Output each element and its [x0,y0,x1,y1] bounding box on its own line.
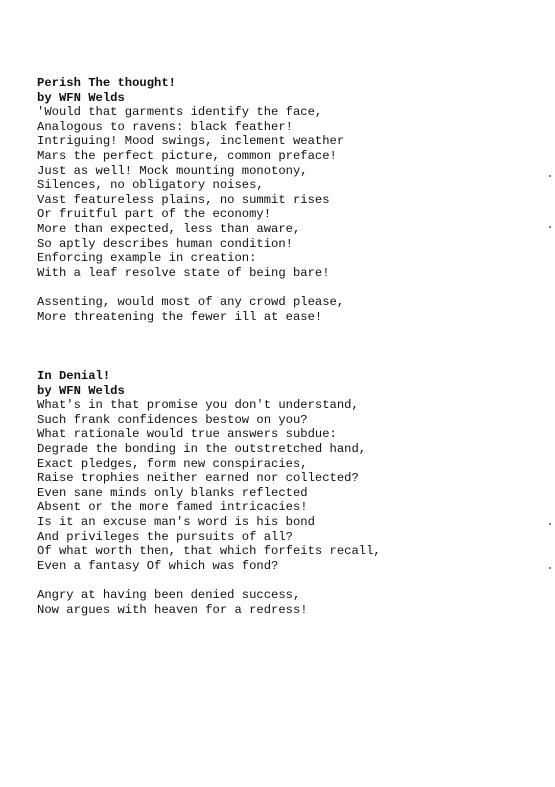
poem-line: Or fruitful part of the economy! [37,207,272,222]
stanza-gap [37,573,537,588]
poem-line: Even sane minds only blanks reflected [37,485,308,500]
scan-speck [549,175,551,177]
poem-line: What rationale would true answers subdue: [37,427,337,442]
poem-line: Now argues with heaven for a redress! [37,602,308,617]
poem-line: And privileges the pursuits of all? [37,529,293,544]
poem-byline: by WFN Welds [37,90,125,105]
poem-line: Mars the perfect picture, common preface! [37,148,337,163]
poem-line: Analogous to ravens: black feather! [37,119,293,134]
scan-speck [549,523,551,525]
poem-line: So aptly describes human condition! [37,236,293,251]
scan-speck [549,226,551,228]
poem-line: Angry at having been denied success, [37,587,301,602]
poem-line: With a leaf resolve state of being bare! [37,265,330,280]
poem-line: 'Would that garments identify the face, [37,105,323,120]
poem-line: Just as well! Mock mounting monotony, [37,163,308,178]
scan-speck [549,567,551,569]
poem-line: More threatening the fewer ill at ease! [37,309,323,324]
poem-line: What's in that promise you don't understand, [37,398,359,413]
poem-perish-the-thought [37,76,537,324]
poem-stanza [37,295,537,324]
poem-line: Absent or the more famed intricacies! [37,500,308,515]
poem-line: Such frank confidences bestow on you? [37,412,308,427]
poem-in-denial [37,369,537,617]
poem-line: Intriguing! Mood swings, inclement weather [37,134,345,149]
stanza-gap [37,280,537,295]
poem-line: Of what worth then, that which forfeits recall, [37,544,381,559]
poem-line: Assenting, would most of any crowd please, [37,294,345,309]
poem-line: Vast featureless plains, no summit rises [37,192,330,207]
poem-line: Exact pledges, form new conspiracies, [37,456,308,471]
poem-byline: by WFN Welds [37,383,125,398]
poem-line: Silences, no obligatory noises, [37,178,264,193]
poem-line: Is it an excuse man's word is his bond [37,514,315,529]
poem-line: Even a fantasy Of which was fond? [37,558,279,573]
poem-line: Raise trophies neither earned nor collected? [37,471,359,486]
poem-stanza [37,588,537,617]
poem-title: Perish The thought! [37,76,176,90]
poem-title: In Denial! [37,369,111,383]
poem-line: Enforcing example in creation: [37,251,257,266]
poem-line: More than expected, less than aware, [37,221,301,236]
poem-stanza [37,105,537,280]
poem-line: Degrade the bonding in the outstretched hand, [37,441,367,456]
poem-stanza [37,398,537,573]
